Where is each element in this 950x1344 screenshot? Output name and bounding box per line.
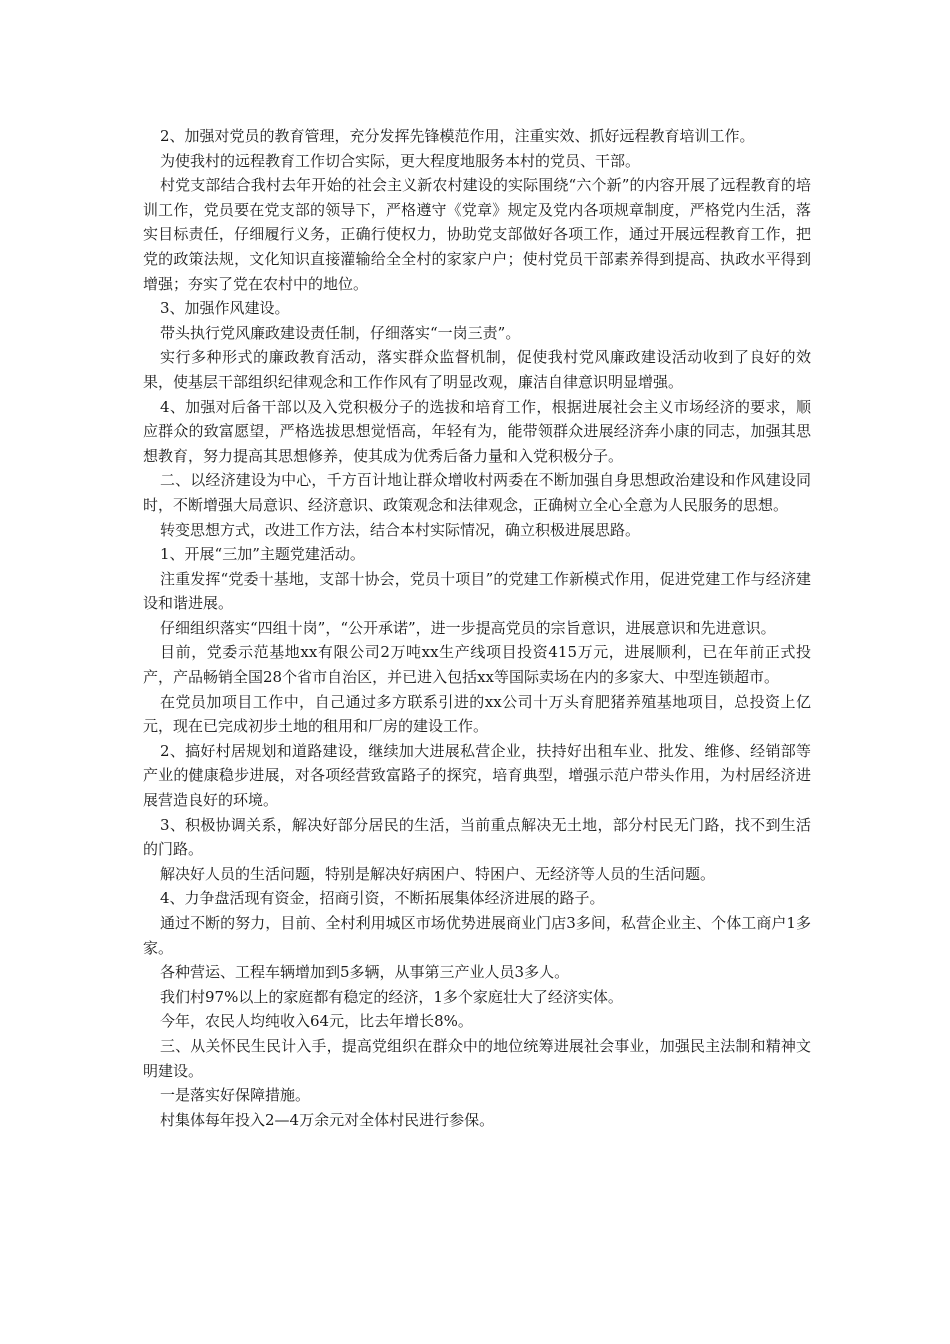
paragraph: 4、力争盘活现有资金，招商引资，不断拓展集体经济进展的路子。 bbox=[160, 889, 605, 908]
paragraph: 通过不断的努力，目前、全村利用城区市场优势进展商业门店3多间，私营企业主、个体工商户1多家。 bbox=[143, 914, 811, 957]
paragraph: 3、加强作风建设。 bbox=[160, 299, 290, 318]
paragraph: 转变思想方式，改进工作方法，结合本村实际情况，确立积极进展思路。 bbox=[160, 520, 641, 539]
paragraph: 三、从关怀民生民计入手，提高党组织在群众中的地位统筹进展社会事业，加强民主法制和精神文明建设。 bbox=[143, 1036, 811, 1080]
paragraph: 村集体每年投入2—4万余元对全体村民进行参保。 bbox=[160, 1110, 495, 1129]
paragraph: 1、开展“三加”主题党建活动。 bbox=[160, 545, 365, 564]
paragraph: 一是落实好保障措施。 bbox=[160, 1086, 311, 1105]
paragraph: 仔细组织落实“四组十岗”，“公开承诺”，进一步提高党员的宗旨意识，进展意识和先进意识。 bbox=[160, 618, 776, 637]
paragraph: 二、以经济建设为中心，千方百计地让群众增收村两委在不断加强自身思想政治建设和作风建设同时，不断增强大局意识、经济意识、政策观念和法律观念，正确树立全心全意为人民服务的思想。 bbox=[143, 471, 811, 514]
document-body bbox=[143, 124, 811, 1132]
paragraph: 我们村97%以上的家庭都有稳定的经济，1多个家庭壮大了经济实体。 bbox=[160, 987, 623, 1006]
paragraph: 今年，农民人均纯收入64元，比去年增长8%。 bbox=[160, 1012, 473, 1031]
paragraph: 目前，党委示范基地xx有限公司2万吨xx生产线项目投资415万元，进展顺利，已在年前正式投产，产品畅销全国28个省市自治区，并已进入包括xx等国际卖场在内的多家大、中型连锁超市。 bbox=[143, 643, 811, 687]
paragraph: 在党员加项目工作中，自己通过多方联系引进的xx公司十万头育肥猪养殖基地项目，总投资上亿元，现在已完成初步土地的租用和厂房的建设工作。 bbox=[143, 692, 811, 736]
paragraph: 为使我村的远程教育工作切合实际，更大程度地服务本村的党员、干部。 bbox=[160, 151, 641, 170]
paragraph: 注重发挥“党委十基地，支部十协会，党员十项目”的党建工作新模式作用，促进党建工作与经济建设和谐进展。 bbox=[143, 569, 811, 613]
paragraph: 3、积极协调关系，解决好部分居民的生活，当前重点解决无土地，部分村民无门路，找不到生活的门路。 bbox=[143, 815, 811, 859]
paragraph: 村党支部结合我村去年开始的社会主义新农村建设的实际围绕“六个新”的内容开展了远程教育的培训工作，党员要在党支部的领导下，严格遵守《党章》规定及党内各项规章制度，严格党内生活，落实目标责任，仔细履行义务，正确行使权力，协助党支部做好各项工作，通过开展远程教育工作，把党的政策法规，文化知识直接灌输给全全村的家家户户；使村党员干部素养得到提高、执政水平得到增强；夯实了党在农村中的地位。 bbox=[143, 176, 811, 293]
paragraph: 带头执行党风廉政建设责任制，仔细落实“一岗三责”。 bbox=[160, 323, 521, 342]
paragraph: 2、搞好村居规划和道路建设，继续加大进展私营企业，扶持好出租车业、批发、维修、经销部等产业的健康稳步进展，对各项经营致富路子的探究，培育典型，增强示范户带头作用，为村居经济进展营造良好的环境。 bbox=[143, 741, 811, 810]
paragraph: 2、加强对党员的教育管理，充分发挥先锋模范作用，注重实效、抓好远程教育培训工作。 bbox=[160, 127, 755, 145]
paragraph: 实行多种形式的廉政教育活动，落实群众监督机制，促使我村党风廉政建设活动收到了良好的效果，使基层干部组织纪律观念和工作作风有了明显改观，廉洁自律意识明显增强。 bbox=[143, 348, 811, 391]
paragraph: 4、加强对后备干部以及入党积极分子的选拔和培育工作，根据进展社会主义市场经济的要求，顺应群众的致富愿望，严格选拔思想觉悟高，年轻有为，能带领群众进展经济奔小康的同志，加强其思想教育，努力提高其思想修养，使其成为优秀后备力量和入党积极分子。 bbox=[143, 397, 811, 465]
paragraph: 解决好人员的生活问题，特别是解决好病困户、特困户、无经济等人员的生活问题。 bbox=[160, 864, 716, 883]
paragraph: 各种营运、工程车辆增加到5多辆，从事第三产业人员3多人。 bbox=[160, 963, 570, 982]
